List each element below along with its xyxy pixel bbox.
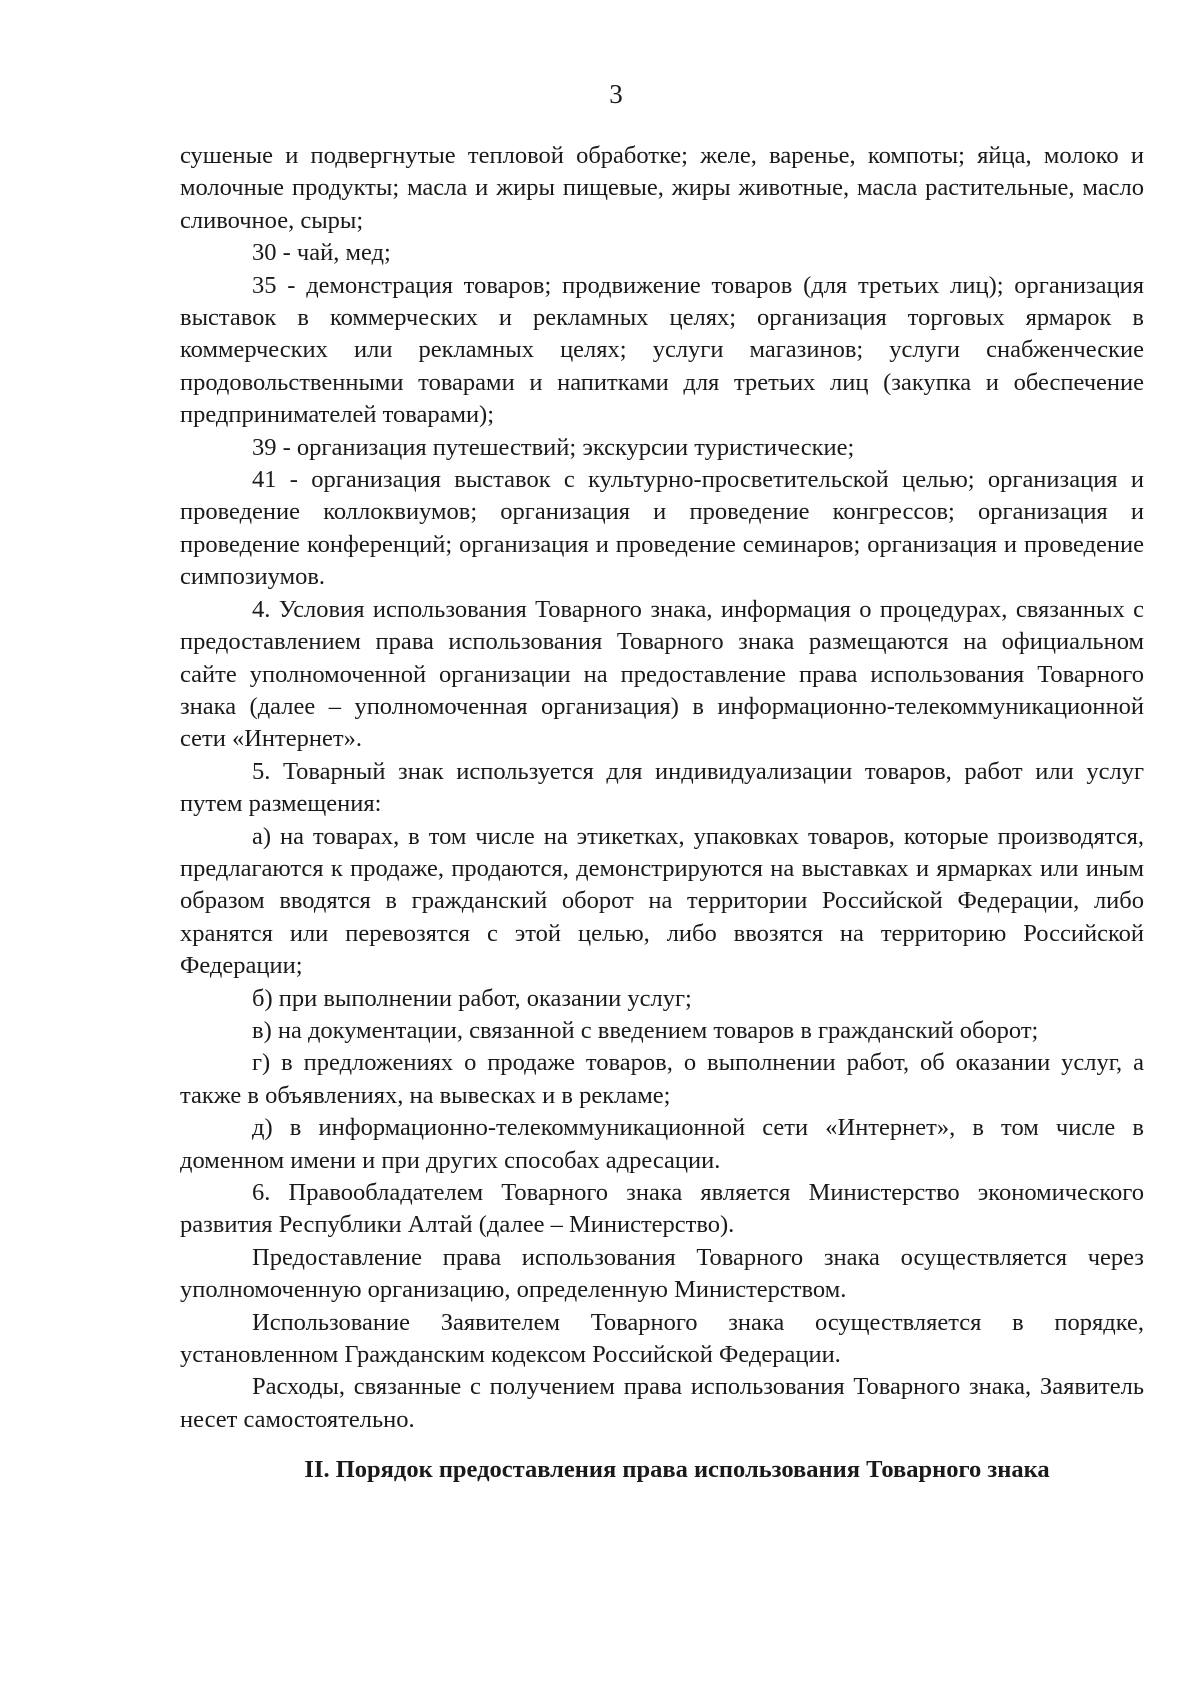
paragraph-class-35: 35 - демонстрация товаров; продвижение товаров (для третьих лиц); организация выставок в коммерческих и рекламных целях; организация торговых ярмарок в коммерческих или рекламных целях; услуги магазинов; услуги снабженческие продовольственными товарами и напитками для третьих лиц (закупка и обеспечение предпринимателей товарами); xyxy=(180,271,1144,429)
paragraph-item-6-grant: Предоставление права использования Товарного знака осуществляется через уполномоченную организацию, определенную Министерством. xyxy=(180,1243,1144,1304)
page-number: 3 xyxy=(609,79,623,109)
paragraph-item-5: 5. Товарный знак используется для индивидуализации товаров, работ или услуг путем размещения: xyxy=(180,757,1144,818)
paragraph-item-5v: в) на документации, связанной с введением товаров в гражданский оборот; xyxy=(252,1016,1039,1044)
document-body xyxy=(180,140,1144,1436)
paragraph-item-4: 4. Условия использования Товарного знака, информация о процедурах, связанных с предоставлением права использования Товарного знака размещаются на официальном сайте уполномоченной организации на предоставление права использования Товарного знака (далее – уполномоченная организация) в информационно-телекоммуникационной сети «Интернет». xyxy=(180,595,1144,753)
paragraph-item-5g: г) в предложениях о продаже товаров, о выполнении работ, об оказании услуг, а также в объявлениях, на вывесках и в рекламе; xyxy=(180,1049,1144,1109)
section-heading: II. Порядок предоставления права использования Товарного знака xyxy=(304,1456,1050,1483)
paragraph-class-30: 30 - чай, мед; xyxy=(252,239,391,267)
paragraph-class-41: 41 - организация выставок с культурно-просветительской целью; организация и проведение коллоквиумов; организация и проведение конгрессов; организация и проведение конференций; организация и проведение семинаров; организация и проведение симпозиумов. xyxy=(180,466,1144,591)
paragraph-item-5b: б) при выполнении работ, оказании услуг; xyxy=(252,984,692,1012)
paragraph-item-6-usage: Использование Заявителем Товарного знака осуществляется в порядке, установленном Гражданским кодексом Российской Федерации. xyxy=(180,1308,1144,1369)
paragraph-item-5d: д) в информационно-телекоммуникационной сети «Интернет», в том числе в доменном имени и при других способах адресации. xyxy=(180,1114,1144,1174)
paragraph-class-39: 39 - организация путешествий; экскурсии туристические; xyxy=(252,433,855,461)
paragraph-item-6-costs: Расходы, связанные с получением права использования Товарного знака, Заявитель несет самостоятельно. xyxy=(180,1373,1144,1433)
paragraph-item-5a: а) на товарах, в том числе на этикетках, упаковках товаров, которые производятся, предлагаются к продаже, продаются, демонстрируются на выставках и ярмарках или иным образом вводятся в гражданский оборот на территории Российской Федерации, либо хранятся или перевозятся с этой целью, либо ввозятся на территорию Российской Федерации; xyxy=(180,822,1144,980)
paragraph-item-6: 6. Правообладателем Товарного знака является Министерство экономического развития Республики Алтай (далее – Министерство). xyxy=(180,1179,1144,1239)
paragraph-continuation: сушеные и подвергнутые тепловой обработке; желе, варенье, компоты; яйца, молоко и молочные продукты; масла и жиры пищевые, жиры животные, масла растительные, масло сливочное, сыры; xyxy=(180,142,1144,234)
